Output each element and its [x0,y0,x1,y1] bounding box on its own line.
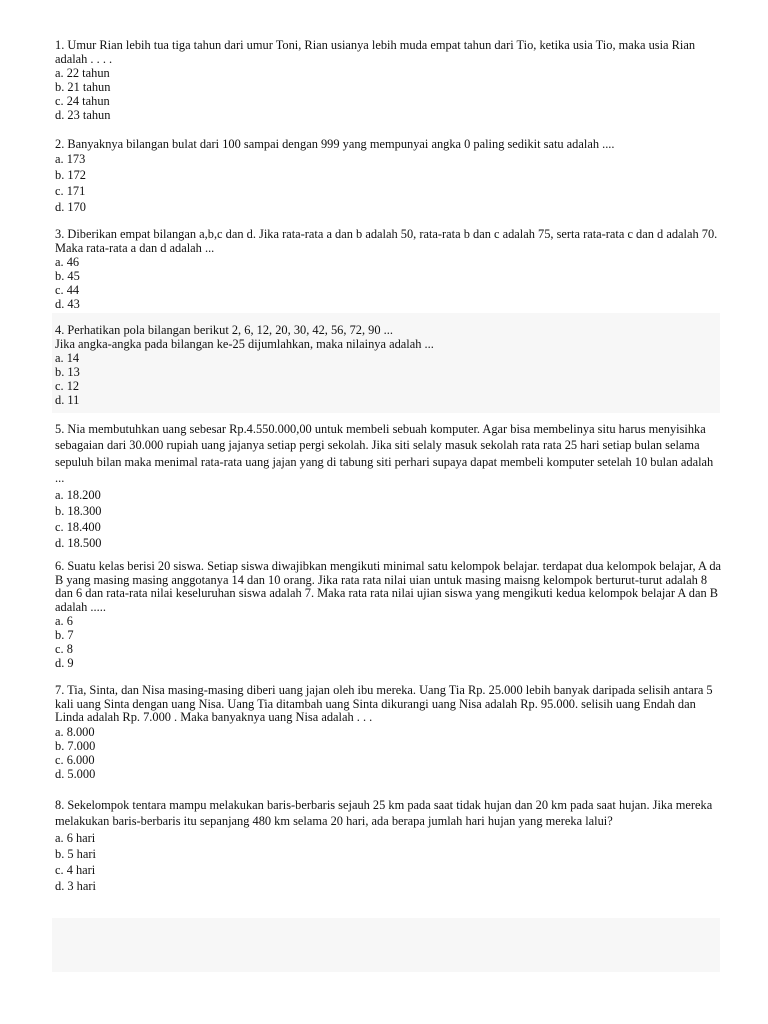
option-b: b. 172 [55,168,86,182]
question-text: 7. Tia, Sinta, dan Nisa masing-masing diberi uang jajan oleh ibu mereka. Uang Tia Rp. 25.000 lebih banyak daripada selisih antara 5 kali uang Sinta dengan uang Nisa. Uang Tia ditambah uang Sinta dikurangi uang Nisa adalah Rp. 95.000. selisih uang Endah dan Linda adalah Rp. 7.000 . Maka banyaknya uang Nisa adalah . . . [55,683,713,725]
option-b: b. 21 tahun [55,80,111,95]
option-a: a. 8.000 [55,724,95,739]
option-b: b. 18.300 [55,503,102,518]
option-d: d. 170 [55,200,86,214]
option-b: b. 45 [55,269,80,284]
option-b: b. 7 [55,628,74,643]
option-c: c. 18.400 [55,519,101,534]
option-a: a. 6 [55,614,73,629]
question-7 [55,684,725,781]
question-text: 5. Nia membutuhkan uang sebesar Rp.4.550.000,00 untuk membeli sebuah komputer. Agar bisa membelinya situ harus menyisihka sebagaian dari 30.000 rupiah uang jajanya setiap pergi sekolah. Jika siti selaly masuk sekolah rata rata 25 hari setiap bulan selama sepuluh bilan maka menimal rata-rata uang jajan yang di tabung siti perhari supaya dapat membeli komputer setelah 10 bulan adalah ... [55,422,714,486]
question-text: 4. Perhatikan pola bilangan berikut 2, 6, 12, 20, 30, 42, 56, 72, 90 ... Jika angka-angka pada bilangan ke-25 dijumlahkan, maka nilainya adalah ... [55,323,434,351]
option-b: b. 13 [55,365,80,380]
option-a: a. 22 tahun [55,66,110,81]
option-a: a. 46 [55,255,80,270]
question-1 [55,39,725,122]
shaded-block [52,918,720,972]
option-b: b. 7.000 [55,738,96,753]
option-c: c. 12 [55,379,80,394]
question-text: 6. Suatu kelas berisi 20 siswa. Setiap siswa diwajibkan mengikuti minimal satu kelompok belajar. terdapat dua kelompok belajar, A da B yang masing masing anggotanya 14 dan 10 orang. Jika rata rata nilai uian untuk masing maisng kelompok berturut-turut adalah 8 dan 6 dan rata-rata nilai keseluruhan siswa adalah 7. Maka rata rata nilai ujian siswa yang mengikuti kedua kelompok belajar A dan B adalah ..... [55,559,722,614]
question-text: 1. Umur Rian lebih tua tiga tahun dari umur Toni, Rian usianya lebih muda empat tahun dari Tio, ketika usia Tio, maka usia Rian adalah . . . . [55,38,696,66]
question-text: 2. Banyaknya bilangan bulat dari 100 sampai dengan 999 yang mempunyai angka 0 paling sedikit satu adalah .... [55,137,615,151]
option-a: a. 6 hari [55,830,96,845]
option-d: d. 43 [55,297,80,312]
option-a: a. 173 [55,152,86,166]
option-a: a. 18.200 [55,487,101,502]
option-c: c. 6.000 [55,752,95,767]
question-3 [55,228,725,311]
option-c: c. 8 [55,642,73,657]
option-c: c. 44 [55,283,80,298]
question-text: 8. Sekelompok tentara mampu melakukan baris-berbaris sejauh 25 km pada saat tidak hujan dan 20 km pada saat hujan. Jika mereka melakukan baris-berbaris itu sepanjang 480 km selama 20 hari, ada berapa jumlah hari hujan yang mereka lalui? [55,798,713,829]
option-d: d. 23 tahun [55,108,111,123]
option-d: d. 18.500 [55,535,102,550]
option-c: c. 171 [55,184,86,198]
option-d: d. 11 [55,393,80,408]
question-8 [55,797,725,894]
option-c: c. 4 hari [55,862,96,877]
question-6 [55,560,725,670]
option-b: b. 5 hari [55,846,96,861]
question-2 [55,137,725,215]
question-5 [55,421,725,551]
option-c: c. 24 tahun [55,94,110,109]
question-text: 3. Diberikan empat bilangan a,b,c dan d. Jika rata-rata a dan b adalah 50, rata-rata b dan c adalah 75, serta rata-rata c dan d adalah 70. Maka rata-rata a dan d adalah ... [55,227,718,255]
option-d: d. 5.000 [55,766,96,781]
option-a: a. 14 [55,351,80,366]
option-d: d. 3 hari [55,878,96,893]
option-d: d. 9 [55,656,74,671]
question-4 [55,324,725,407]
